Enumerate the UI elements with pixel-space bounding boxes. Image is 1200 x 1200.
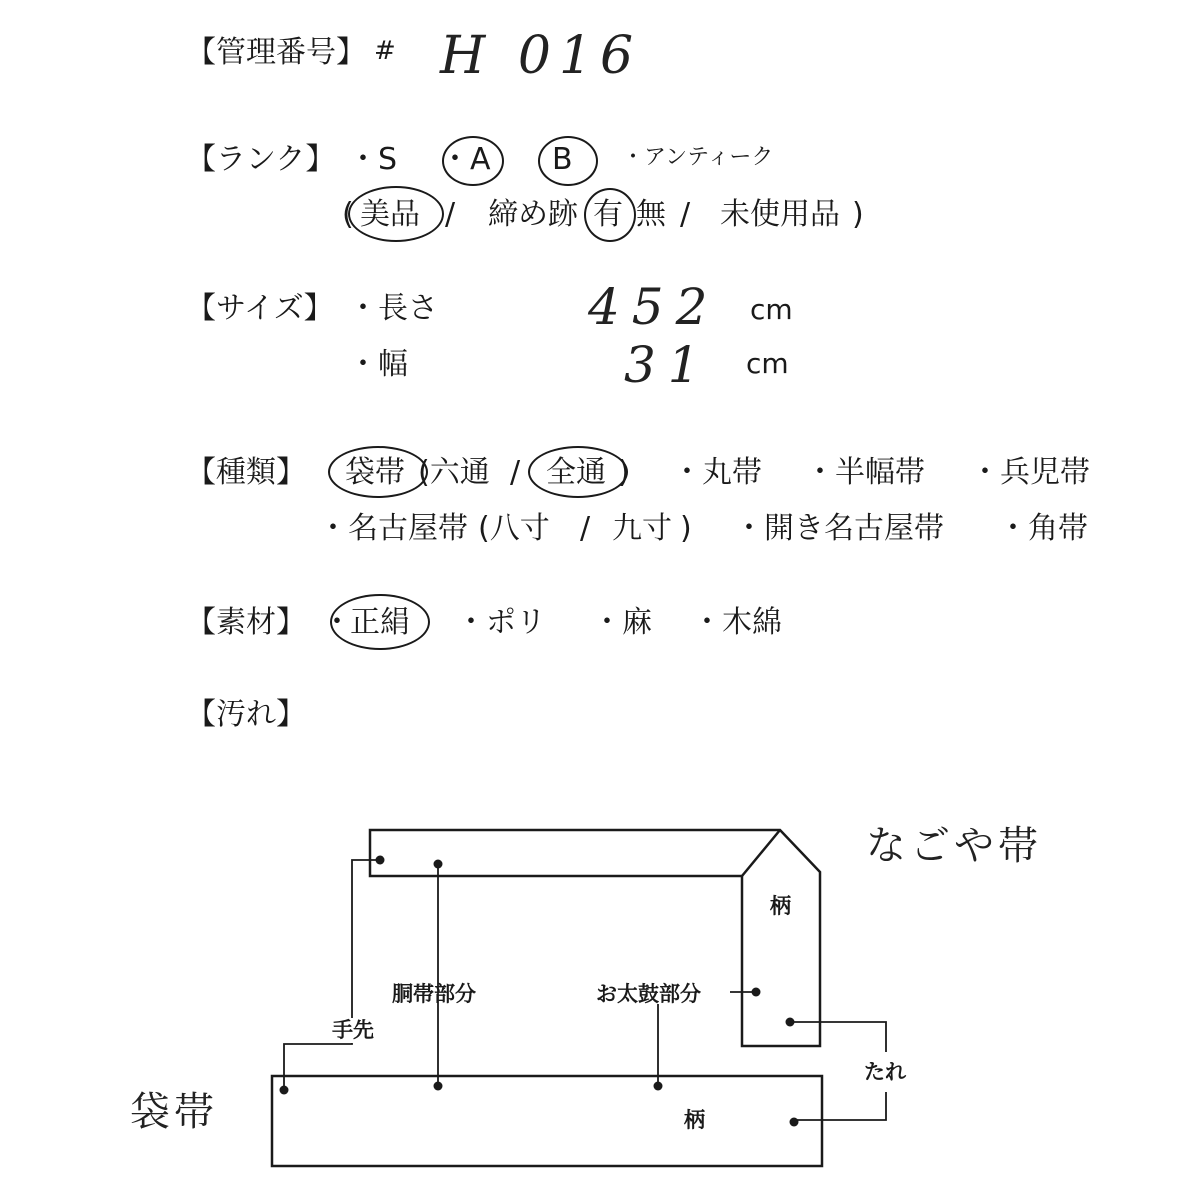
- kind-heko: ・兵児帯: [970, 455, 1090, 490]
- condition-slash-2: /: [680, 197, 691, 232]
- material-label: 【素材】: [186, 605, 306, 640]
- rank-option-s: ・S: [348, 142, 398, 177]
- rank-option-b: B: [552, 142, 573, 177]
- material-asa: ・麻: [592, 605, 652, 640]
- kind-paren-close: ): [618, 455, 630, 490]
- condition-nashi: 無: [636, 197, 666, 232]
- stain-label: 【汚れ】: [186, 697, 306, 732]
- gara-bottom-label: 柄: [684, 1108, 705, 1132]
- otaiko-dot-top: [752, 988, 761, 997]
- condition-slash-1: /: [445, 197, 456, 232]
- kind-nagoya: ・名古屋帯: [318, 511, 468, 546]
- tare-dot-top: [786, 1018, 795, 1027]
- size-width-value: 31: [624, 336, 712, 394]
- size-length-value: 452: [588, 278, 720, 336]
- material-shoken: 正絹: [350, 605, 410, 640]
- tesaki-line: [284, 860, 380, 1088]
- size-label: 【サイズ】: [186, 291, 334, 326]
- mgmt-label: 【管理番号】: [186, 35, 366, 70]
- dou-dot-top: [434, 860, 443, 869]
- fukuro-obi-outline: [272, 1076, 822, 1166]
- kind-paren-close-2: ): [680, 511, 692, 546]
- kind-hanhaba: ・半幅帯: [805, 455, 925, 490]
- rank-option-a: ・A: [440, 142, 491, 177]
- material-dot: ・: [322, 605, 352, 640]
- tare-label: たれ: [864, 1060, 906, 1084]
- rank-option-antique: ・アンティーク: [622, 145, 774, 170]
- condition-bihin: 美品: [360, 197, 420, 232]
- tesaki-dot-top: [376, 856, 385, 865]
- kind-maru: ・丸帯: [672, 455, 762, 490]
- condition-mishiyou: 未使用品: [720, 197, 840, 232]
- tesaki-dot-bottom: [280, 1086, 289, 1095]
- condition-paren-open: (: [342, 197, 354, 232]
- size-length-unit: cm: [750, 293, 793, 326]
- kind-slash: /: [510, 455, 521, 490]
- tare-dot-bottom: [790, 1118, 799, 1127]
- dou-dot-bottom: [434, 1082, 443, 1091]
- dou-label: 胴帯部分: [392, 982, 476, 1006]
- size-width-unit: cm: [746, 347, 789, 380]
- nagoya-title: なごや帯: [866, 823, 1042, 869]
- nagoya-fold-line: [742, 830, 780, 876]
- fukuro-title: 袋帯: [130, 1089, 218, 1135]
- kind-label: 【種類】: [186, 455, 306, 490]
- rank-label: 【ランク】: [186, 142, 336, 177]
- tesaki-label: 手先: [332, 1018, 374, 1042]
- mgmt-number-handwritten: H 016: [440, 26, 642, 86]
- condition-shimeato: 締め跡: [488, 197, 578, 232]
- material-poly: ・ポリ: [456, 605, 546, 640]
- material-momen: ・木綿: [692, 605, 782, 640]
- kind-kaku: ・角帯: [998, 511, 1088, 546]
- size-width-label: ・幅: [348, 347, 408, 382]
- kind-slash-2: /: [580, 511, 591, 546]
- kind-zentsu: 全通: [546, 455, 606, 490]
- tare-bracket: [790, 1022, 886, 1052]
- gara-top-label: 柄: [770, 894, 791, 918]
- kind-fukuro: 袋帯: [345, 455, 405, 490]
- condition-paren-close: ): [852, 197, 864, 232]
- kind-rokutsu: (六通: [418, 455, 490, 490]
- kind-hiraki-nagoya: ・開き名古屋帯: [734, 511, 944, 546]
- mgmt-hash: #: [374, 36, 396, 66]
- otaiko-label: お太鼓部分: [596, 982, 701, 1006]
- tare-bracket-bottom: [794, 1092, 886, 1120]
- kind-hassun: (八寸: [478, 511, 550, 546]
- kind-kyusun: 九寸: [612, 511, 672, 546]
- size-length-label: ・長さ: [348, 291, 438, 326]
- otaiko-dot-bottom: [654, 1082, 663, 1091]
- condition-ari: 有: [593, 197, 623, 232]
